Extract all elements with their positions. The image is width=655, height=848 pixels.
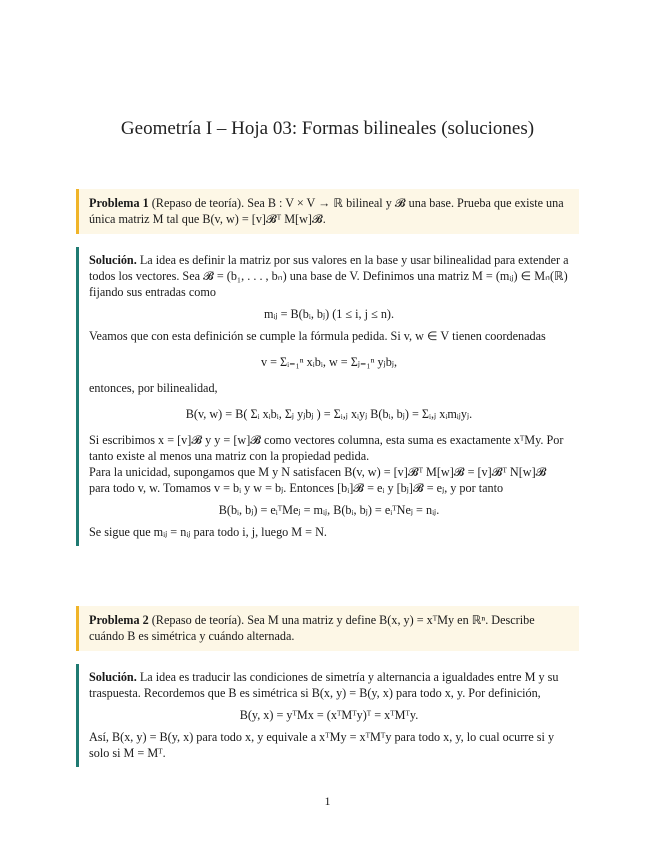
solution-1-eq3: B(v, w) = B( Σᵢ xᵢbᵢ, Σⱼ yⱼbⱼ ) = Σᵢ,ⱼ xᵢyⱼ B(bᵢ, bⱼ) = Σᵢ,ⱼ xᵢmᵢⱼyⱼ.	[185, 407, 473, 421]
page-number: 1	[324, 794, 331, 808]
problem-2-box	[76, 606, 579, 651]
solution-1-p4: Si escribimos x = [v]𝓑 y y = [w]𝓑 como vectores columna, esta suma es exactamente xᵀMy. Por tanto existe al menos una matriz con la propiedad pedida.	[89, 433, 564, 463]
solution-2-p1-text: La idea es traducir las condiciones de simetría y alternancia a igualdades entre M y su traspuesta. Recordemos que B es simétrica si B(x, y) = B(y, x) para todo x, y. Por definición,	[89, 670, 559, 700]
problem-2-text	[89, 612, 569, 644]
problem-1-statement: Sea B : V × V → ℝ bilineal y 𝓑 una base. Prueba que existe una única matriz M tal que B(v, w) = [v]𝓑ᵀ M[w]𝓑.	[89, 196, 564, 226]
solution-2-p2: Así, B(x, y) = B(y, x) para todo x, y equivale a xᵀMy = xᵀMᵀy para todo x, y, lo cual ocurre si y solo si M = Mᵀ.	[89, 730, 555, 760]
problem-1-box	[76, 189, 579, 234]
solution-1-p1	[89, 252, 569, 300]
solution-1-eq4: B(bᵢ, bⱼ) = eᵢᵀMeⱼ = mᵢⱼ, B(bᵢ, bⱼ) = eᵢᵀNeⱼ = nᵢⱼ.	[218, 503, 440, 517]
solution-2-label: Solución.	[89, 670, 137, 684]
solution-2-box	[76, 664, 579, 767]
solution-1-box	[76, 247, 579, 546]
solution-1-p2: Veamos que con esta definición se cumple la fórmula pedida. Si v, w ∈ V tienen coordenadas	[89, 329, 546, 343]
problem-1-label: Problema 1	[89, 196, 149, 210]
problem-2-statement: Sea M una matriz y define B(x, y) = xᵀMy en ℝⁿ. Describe cuándo B es simétrica y cuándo alternada.	[89, 613, 535, 643]
problem-2-tag: (Repaso de teoría).	[151, 613, 245, 627]
solution-1-p6: Se sigue que mᵢⱼ = nᵢⱼ para todo i, j, luego M = N.	[89, 525, 327, 539]
solution-1-eq1: mᵢⱼ = B(bᵢ, bⱼ) (1 ≤ i, j ≤ n).	[263, 307, 395, 321]
solution-2-eq1: B(y, x) = yᵀMx = (xᵀMᵀy)ᵀ = xᵀMᵀy.	[239, 708, 419, 722]
page-title: Geometría I – Hoja 03: Formas bilineales (soluciones)	[120, 118, 535, 139]
problem-2-label: Problema 2	[89, 613, 149, 627]
solution-1-eq2: v = Σᵢ₌₁ⁿ xᵢbᵢ, w = Σⱼ₌₁ⁿ yⱼbⱼ,	[260, 355, 398, 369]
solution-1-label: Solución.	[89, 253, 137, 267]
solution-1-p3: entonces, por bilinealidad,	[89, 381, 218, 395]
solution-2-p1	[89, 669, 569, 701]
problem-1-tag: (Repaso de teoría).	[151, 196, 245, 210]
solution-1-p1-text: La idea es definir la matriz por sus valores en la base y usar bilinealidad para extender a todos los vectores. Sea 𝓑 = (b₁, . . . , bₙ) una base de V. Definimos una matriz M = (mᵢⱼ) ∈ Mₙ(ℝ) fijando sus entradas como	[89, 253, 569, 299]
problem-1-text	[89, 195, 569, 227]
solution-1-p5: Para la unicidad, supongamos que M y N satisfacen B(v, w) = [v]𝓑ᵀ M[w]𝓑 = [v]𝓑ᵀ N[w]𝓑 para todo v, w. Tomamos v = bᵢ y w = bⱼ. Entonces [bᵢ]𝓑 = eᵢ y [bⱼ]𝓑 = eⱼ, y por tanto	[89, 465, 547, 495]
